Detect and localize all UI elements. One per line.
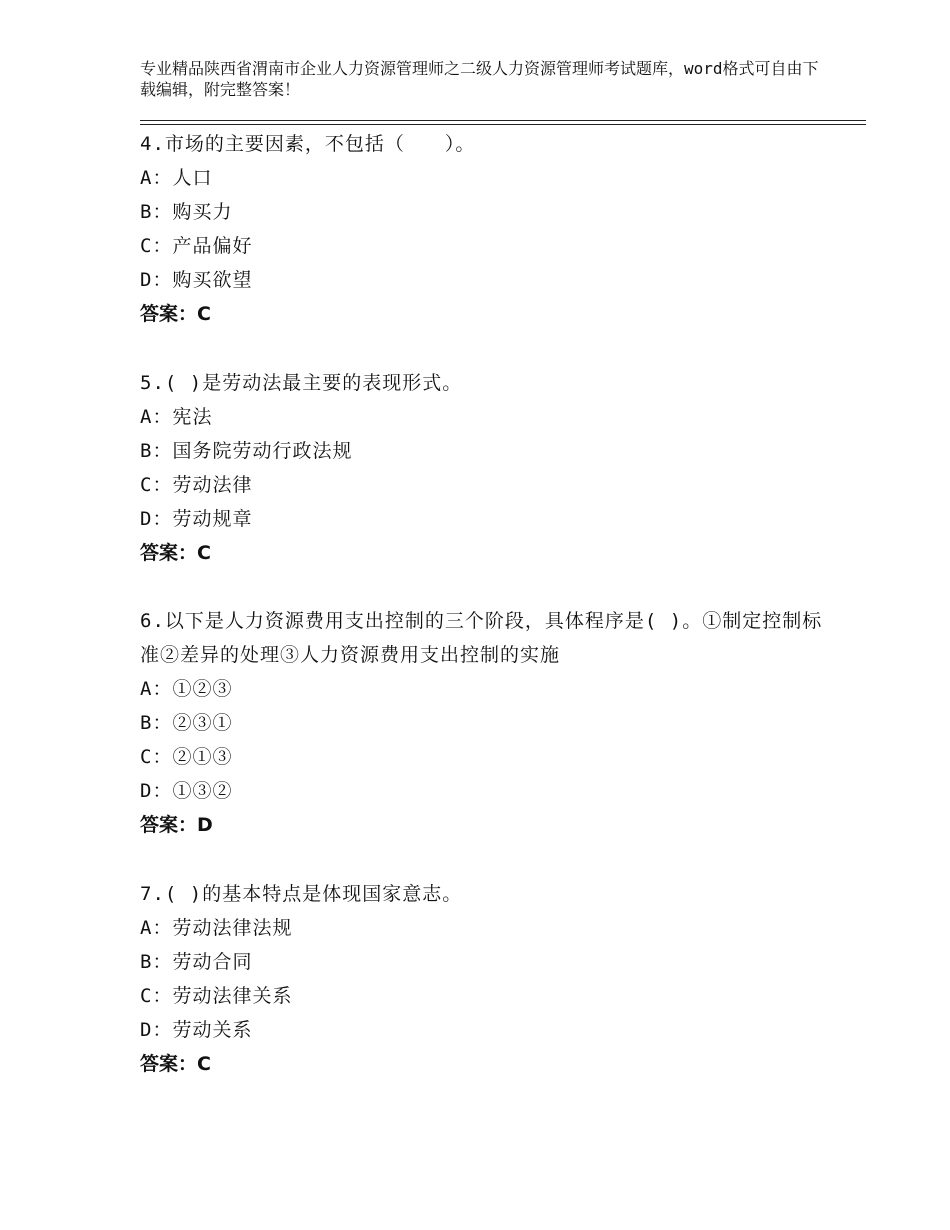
option-a: A：①②③ — [140, 678, 233, 700]
option-c: C：劳动法律 — [140, 474, 253, 496]
question-text: 7.( )的基本特点是体现国家意志。 — [140, 883, 463, 905]
header-divider — [140, 120, 866, 121]
answer-label: 答案：D — [140, 814, 213, 836]
option-c: C：产品偏好 — [140, 235, 253, 257]
option-b: B：②③① — [140, 712, 233, 734]
answer-label: 答案：C — [140, 303, 211, 325]
option-b: B：劳动合同 — [140, 951, 253, 973]
option-a: A：宪法 — [140, 406, 213, 428]
option-c: C：②①③ — [140, 746, 233, 768]
question-block — [140, 604, 830, 842]
option-a: A：人口 — [140, 167, 213, 189]
document-title: 专业精品陕西省渭南市企业人力资源管理师之二级人力资源管理师考试题库，word格式可自由下载编辑，附完整答案！ — [140, 59, 819, 99]
option-d: D：劳动关系 — [140, 1019, 253, 1041]
option-b: B：国务院劳动行政法规 — [140, 440, 353, 462]
answer-label: 答案：C — [140, 1053, 211, 1075]
option-b: B：购买力 — [140, 201, 233, 223]
question-block — [140, 127, 830, 331]
question-text: 5.( )是劳动法最主要的表现形式。 — [140, 372, 463, 394]
option-d: D：①③② — [140, 780, 233, 802]
header-divider-second — [140, 124, 866, 125]
question-text: 6.以下是人力资源费用支出控制的三个阶段，具体程序是( )。①制定控制标准②差异的处理③人力资源费用支出控制的实施 — [140, 610, 823, 666]
option-d: D：购买欲望 — [140, 269, 253, 291]
option-a: A：劳动法律法规 — [140, 917, 293, 939]
question-block — [140, 366, 830, 570]
question-text: 4.市场的主要因素，不包括（ ）。 — [140, 133, 476, 155]
document-header — [140, 58, 830, 100]
answer-label: 答案：C — [140, 542, 211, 564]
option-d: D：劳动规章 — [140, 508, 253, 530]
option-c: C：劳动法律关系 — [140, 985, 293, 1007]
question-block — [140, 877, 830, 1081]
